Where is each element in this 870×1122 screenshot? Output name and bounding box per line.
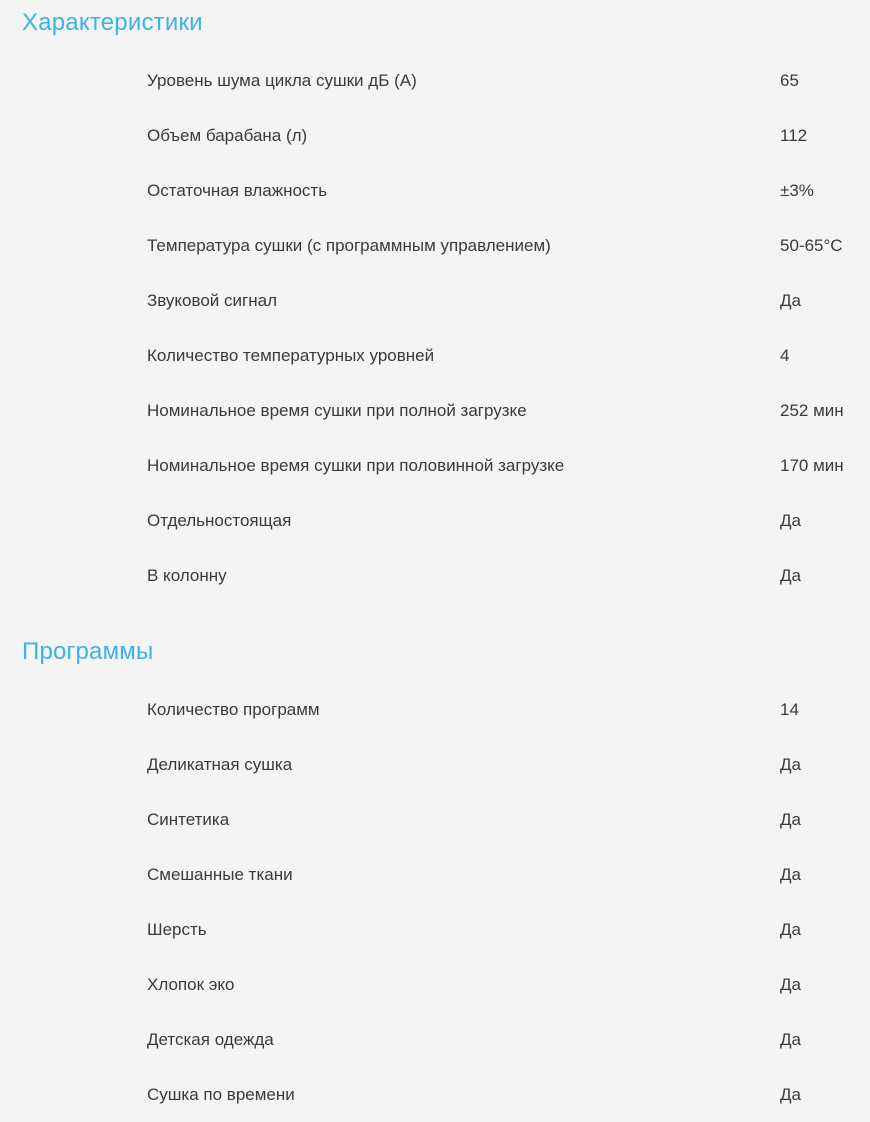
spec-label: Шерсть <box>147 919 207 939</box>
spec-value: Да <box>780 290 801 310</box>
spec-value: Да <box>780 864 801 884</box>
spec-row <box>0 108 870 163</box>
spec-value: 14 <box>780 699 799 719</box>
spec-row <box>0 957 870 1012</box>
spec-value: 112 <box>780 125 808 145</box>
spec-row <box>0 53 870 108</box>
spec-label: Количество программ <box>147 699 320 719</box>
spec-label: Номинальное время сушки при полной загрузке <box>147 400 527 420</box>
spec-value: 170 мин <box>780 455 844 475</box>
spec-label: Звуковой сигнал <box>147 290 277 310</box>
spec-value: Да <box>780 809 801 829</box>
spec-value: Да <box>780 510 801 530</box>
spec-rows <box>0 53 870 603</box>
spec-label: Смешанные ткани <box>147 864 293 884</box>
spec-value: Да <box>780 1084 801 1104</box>
section-title: Характеристики <box>22 9 203 36</box>
spec-value: 50-65°C <box>780 235 843 255</box>
spec-value: 65 <box>780 70 799 90</box>
spec-row <box>0 847 870 902</box>
spec-value: Да <box>780 1029 801 1049</box>
spec-section <box>0 629 870 1122</box>
spec-label: Сушка по времени <box>147 1084 295 1104</box>
spec-rows <box>0 682 870 1122</box>
spec-label: Уровень шума цикла сушки дБ (А) <box>147 70 417 90</box>
spec-label: Остаточная влажность <box>147 180 328 200</box>
spec-value: ±3% <box>780 180 814 200</box>
spec-row <box>0 682 870 737</box>
spec-label: Температура сушки (с программным управлением) <box>147 235 551 255</box>
spec-label: В колонну <box>147 565 227 585</box>
spec-row <box>0 548 870 603</box>
spec-value: 252 мин <box>780 400 844 420</box>
spec-row <box>0 493 870 548</box>
spec-label: Хлопок эко <box>147 974 235 994</box>
spec-value: Да <box>780 919 801 939</box>
spec-label: Детская одежда <box>147 1029 274 1049</box>
spec-label: Номинальное время сушки при половинной загрузке <box>147 455 565 475</box>
spec-label: Количество температурных уровней <box>147 345 435 365</box>
spec-value: Да <box>780 754 801 774</box>
spec-row <box>0 438 870 493</box>
spec-row <box>0 902 870 957</box>
section-title: Программы <box>22 638 154 665</box>
spec-row <box>0 273 870 328</box>
spec-row <box>0 737 870 792</box>
spec-label: Отдельностоящая <box>147 510 292 530</box>
spec-row <box>0 218 870 273</box>
spec-value: Да <box>780 565 801 585</box>
spec-row <box>0 1067 870 1122</box>
spec-row <box>0 328 870 383</box>
spec-label: Синтетика <box>147 809 230 829</box>
spec-row <box>0 383 870 438</box>
spec-label: Объем барабана (л) <box>147 125 308 145</box>
spec-value: Да <box>780 974 801 994</box>
spec-value: 4 <box>780 345 790 365</box>
spec-row <box>0 792 870 847</box>
spec-row <box>0 163 870 218</box>
spec-row <box>0 1012 870 1067</box>
spec-label: Деликатная сушка <box>147 754 293 774</box>
